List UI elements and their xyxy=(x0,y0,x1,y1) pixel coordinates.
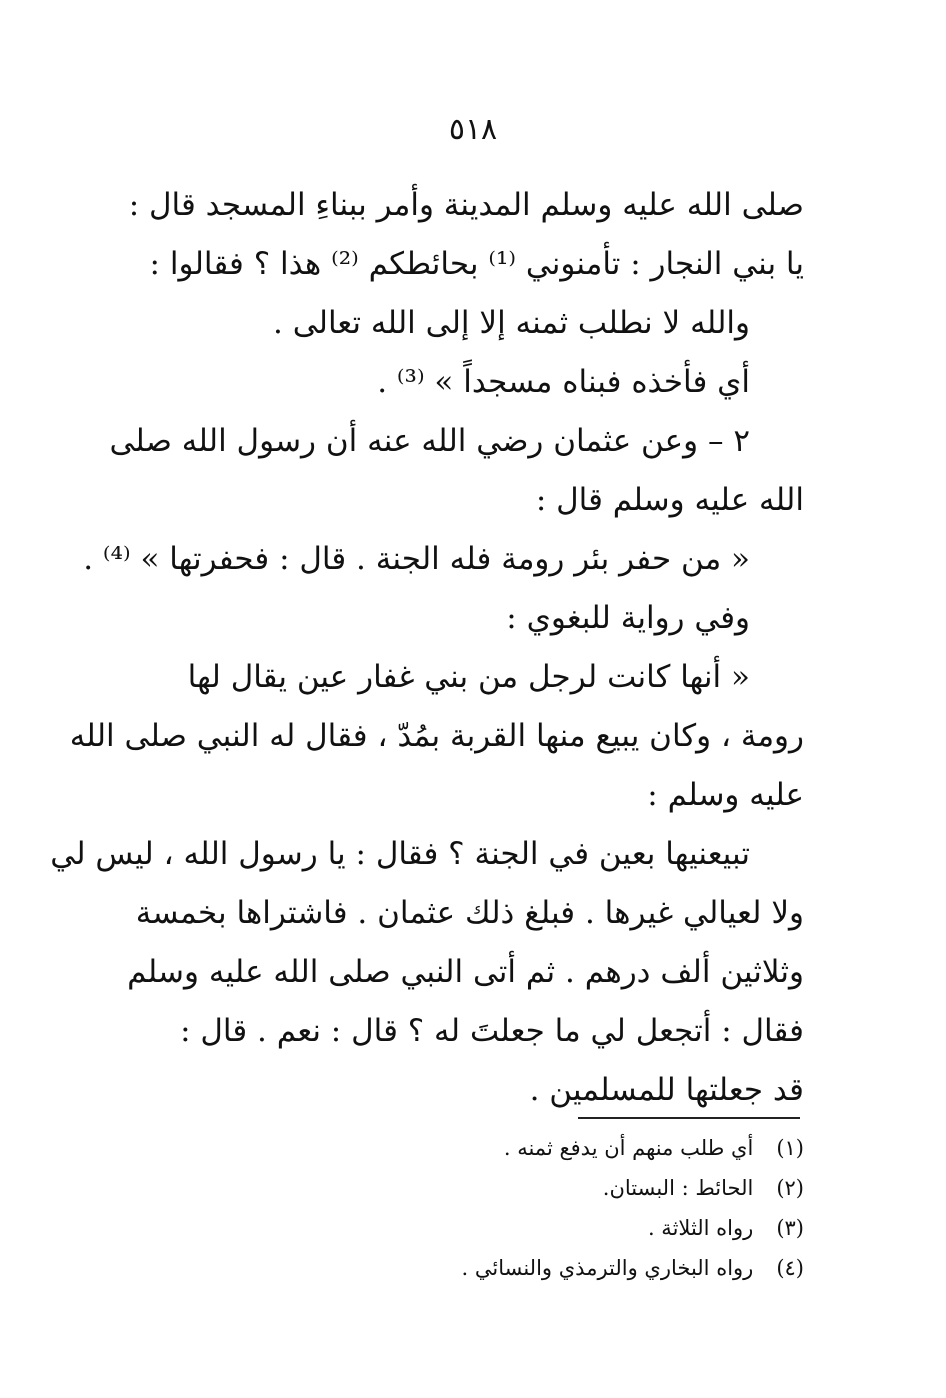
text-line: « من حفر بئر رومة فله الجنة . قال : فحفرتها » ⁽⁴⁾ . xyxy=(83,541,750,577)
text-line: رومة ، وكان يبيع منها القربة بمُدّ ، فقال له النبي صلى الله xyxy=(69,718,804,754)
footnote xyxy=(300,1208,804,1248)
footnote-text: الحائط : البستان. xyxy=(602,1176,754,1200)
text-line: أي فأخذه فبناه مسجداً » ⁽³⁾ . xyxy=(377,364,750,400)
text-line: ٢ – وعن عثمان رضي الله عنه أن رسول الله صلى xyxy=(109,423,750,459)
footnote-number: (٣) xyxy=(776,1216,804,1240)
footnote-number: (٤) xyxy=(776,1256,804,1280)
text-line: والله لا نطلب ثمنه إلا إلى الله تعالى . xyxy=(272,305,750,341)
footnote-divider xyxy=(578,1117,800,1119)
footnote-text: رواه البخاري والترمذي والنسائي . xyxy=(461,1256,754,1280)
footnote xyxy=(300,1168,804,1208)
footnotes xyxy=(300,1128,804,1288)
text-line: فقال : أتجعل لي ما جعلتَ له ؟ قال : نعم . قال : xyxy=(180,1013,804,1049)
footnote xyxy=(300,1128,804,1168)
text-line: الله عليه وسلم قال : xyxy=(535,482,804,518)
text-line: وفي رواية للبغوي : xyxy=(506,600,750,636)
text-line: وثلاثين ألف درهم . ثم أتى النبي صلى الله عليه وسلم xyxy=(127,954,804,990)
text-line: « أنها كانت لرجل من بني غفار عين يقال لها xyxy=(187,659,750,695)
footnote-number: (٢) xyxy=(776,1176,804,1200)
text-line: صلى الله عليه وسلم المدينة وأمر ببناءِ المسجد قال : xyxy=(128,187,804,223)
text-line: عليه وسلم : xyxy=(647,777,804,813)
text-line: قد جعلتها للمسلمين . xyxy=(529,1072,804,1108)
footnote-text: أي طلب منهم أن يدفع ثمنه . xyxy=(503,1136,754,1160)
body-text xyxy=(50,176,804,1120)
footnote-text: رواه الثلاثة . xyxy=(647,1216,754,1240)
page-number: ٥١٨ xyxy=(448,112,498,147)
text-line: تبيعنيها بعين في الجنة ؟ فقال : يا رسول الله ، ليس لي xyxy=(50,836,750,872)
text-line: ولا لعيالي غيرها . فبلغ ذلك عثمان . فاشتراها بخمسة xyxy=(135,895,804,931)
text-line: يا بني النجار : تأمنوني ⁽¹⁾ بحائطكم ⁽²⁾ هذا ؟ فقالوا : xyxy=(149,246,804,282)
footnote-number: (١) xyxy=(776,1136,804,1160)
footnote xyxy=(300,1248,804,1288)
